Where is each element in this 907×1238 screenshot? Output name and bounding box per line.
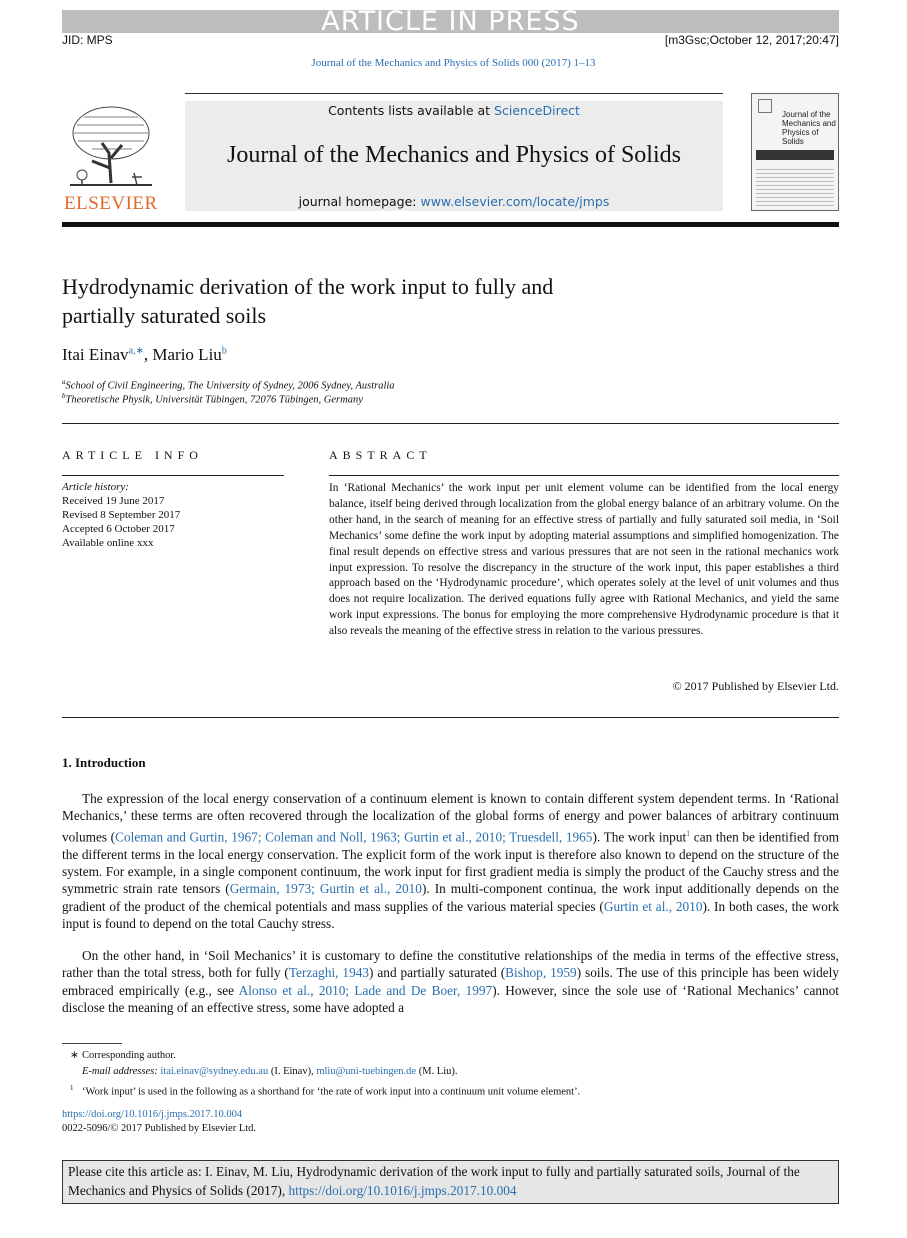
article-history [62,480,180,550]
abstract-text: In ‘Rational Mechanics’ the work input per unit element volume can be identified from the local energy balance, itself being derived through localization from the global energy balance of an arbitrary volume. On the other hand, in the search of meaning for an effective stress of partially and fully saturated soil media, in ‘Soil Mechanics’ some define the work input by adopting material assumptions and simplified homogenization. The final result depends on effective stress and various pressures that are not seen in the rational mechanics work input expression. To resolve the discrepancy in the structure of the work input, this paper establishes a third approach based on the ‘Hydrodynamic procedure’, which operates solely at the level of unit volumes and thus does not require localization. The derived equations fully agree with Rational Mechanics, and yield the same work input expressions. The bonus for employing the more comprehensive Hydrodynamic procedure is that it also reveals the meaning of the effective stress in relation to the various pressures. [329,482,839,638]
contents-prefix: Contents lists available at [328,103,495,118]
email-liu[interactable]: mliu@uni-tuebingen.de [316,1066,417,1077]
accepted-date: Accepted 6 October 2017 [62,523,175,535]
email-einav[interactable]: itai.einav@sydney.edu.au [160,1066,269,1077]
author-1-affiliation[interactable]: a,∗ [128,345,144,357]
citation-text: Please cite this article as: I. Einav, M. Liu, Hydrodynamic derivation of the work input to fully and partially saturated soils, Journal of the Mechanics and Physics of Solids (2017), [68,1164,800,1198]
homepage-link[interactable]: www.elsevier.com/locate/jmps [420,194,610,209]
article-in-press-banner: ARTICLE IN PRESS [62,10,839,33]
citation-terzaghi[interactable]: Terzaghi, 1943 [288,965,370,981]
journal-reference[interactable]: Journal of the Mechanics and Physics of Solids 000 (2017) 1–13 [311,57,596,69]
email-einav-name: (I. Einav), [268,1066,317,1077]
abstract-heading: ABSTRACT [329,448,432,462]
cover-title: Journal of the Mechanics and Physics of Solids [782,110,836,146]
history-label: Article history: [62,481,129,493]
revised-date: Revised 8 September 2017 [62,509,181,521]
section-heading-introduction: 1. Introduction [62,755,146,770]
affiliation-a-text: School of Civil Engineering, The University of Sydney, 2006 Sydney, Australia [65,380,395,392]
contents-line [185,103,723,118]
cover-contents-lines [756,166,834,206]
abstract-rule [329,475,839,476]
author-2-affiliation[interactable]: b [221,345,227,357]
citation-doi-link[interactable]: https://doi.org/10.1016/j.jmps.2017.10.004 [288,1183,517,1198]
intro-p2-text-a: On the other hand, in ‘Soil Mechanics’ it is customary to define the constitutive relationships of the media in terms of the effective stress, rather than the total stress, both for fully ( [62,948,839,981]
cover-band [756,150,834,160]
email-liu-name: (M. Liu). [416,1066,458,1077]
journal-cover-thumbnail[interactable] [751,93,839,211]
footnote-1-mark: 1 [70,1084,74,1092]
author-2: Mario Liu [152,345,222,364]
intro-p1-text-a: The expression of the local energy conservation of a continuum element is known to contain different system dependent terms. In ‘Rational Mechanics,’ these terms are often recovered through the localization of the global forms of energy and power balances of arbitrary continuum volumes ( [62,791,839,845]
masthead-top-rule [185,93,723,94]
footnote-1-text: ‘Work input’ is used in the following as a shorthand for ‘the rate of work input into a continuum unit volume element’. [82,1086,581,1098]
intro-p2-text-d: ). However, since the sole use of ‘Rational Mechanics’ cannot disclose the meaning of an effective stress, some have adopted a [62,982,839,1016]
sciencedirect-link[interactable]: ScienceDirect [494,103,580,118]
citation-alonso-lade[interactable]: Alonso et al., 2010; Lade and De Boer, 1997 [238,982,493,998]
email-label: E-mail addresses: [82,1066,161,1077]
footnote-1 [62,1080,839,1101]
abstract-bottom-rule [62,717,839,718]
intro-p1-text-b: ). The work input [592,829,687,845]
masthead-thick-rule [62,222,839,227]
intro-paragraph-2 [62,947,839,1017]
intro-paragraph-1 [62,790,839,933]
citation-gurtin[interactable]: Gurtin et al., 2010 [603,898,703,914]
affiliation-b-text: Theoretische Physik, Universität Tübingen, 72076 Tübingen, Germany [65,394,363,406]
article-title [62,272,682,330]
info-top-rule [62,423,839,424]
corresponding-author-text: Corresponding author. [82,1050,176,1061]
corresponding-author-note [62,1048,839,1064]
intro-p1-text-c: can then be identified from the different terms in the local energy conservation. The explicit form of the work input is therefore also known to depend on the structure of the system. For example, in a single component continuum, the work input for first gradient media is simply the product of the Cauchy stress and the symmetric strain rate tensors ( [62,829,839,897]
affiliation-a-mark: a [62,378,66,386]
footnote-rule [62,1043,122,1044]
footnote-1-marker[interactable]: 1 [686,828,691,838]
citation-bishop[interactable]: Bishop, 1959 [505,965,577,981]
production-stamp: [m3Gsc;October 12, 2017;20:47] [664,33,839,47]
intro-p1-text-d: ). In multi-component continua, the work input additionally depends on the gradient of the product of the chemical potentials and mass supplies of the various material species ( [62,881,839,914]
affiliation-b [62,392,363,406]
masthead-box [185,101,723,211]
email-addresses-note [62,1064,839,1080]
title-line-2: partially saturated soils [62,303,267,328]
online-date: Available online xxx [62,537,154,549]
elsevier-logo[interactable] [62,103,160,213]
journal-id: JID: MPS [62,33,113,47]
footnotes [62,1048,839,1101]
doi-link[interactable]: https://doi.org/10.1016/j.jmps.2017.10.004 [62,1109,243,1120]
received-date: Received 19 June 2017 [62,495,165,507]
citation-germain[interactable]: Germain, 1973; Gurtin et al., 2010 [229,881,422,897]
author-1: Itai Einav [62,345,129,364]
citation-box [62,1160,839,1204]
cover-logo-icon [758,99,772,113]
homepage-prefix: journal homepage: [298,194,421,209]
intro-p2-text-c: ) soils. The use of this principle has been widely embraced empirically (e.g., see [62,965,839,998]
intro-p2-text-b: ) and partially saturated ( [369,965,506,981]
star-mark: ∗ [70,1050,79,1061]
issn-copyright: 0022-5096/© 2017 Published by Elsevier Ltd. [62,1123,257,1134]
author-separator: , [143,345,153,364]
citation-coleman-gurtin[interactable]: Coleman and Gurtin, 1967; Coleman and Noll, 1963; Gurtin et al., 2010; Truesdell, 1965 [115,829,593,845]
intro-p1-text-e: ). In both cases, the work input is found to depend on the total Cauchy stress. [62,898,840,932]
journal-name: Journal of the Mechanics and Physics of Solids [227,142,681,168]
article-info-heading: ARTICLE INFO [62,448,203,462]
abstract-copyright: © 2017 Published by Elsevier Ltd. [672,679,839,693]
homepage-line [185,194,723,209]
affiliation-a [62,378,395,392]
title-line-1: Hydrodynamic derivation of the work input to fully and [62,274,554,299]
author-list [62,345,227,365]
article-info-rule [62,475,284,476]
affiliation-b-mark: b [62,392,66,400]
publisher-name: ELSEVIER [64,193,158,214]
